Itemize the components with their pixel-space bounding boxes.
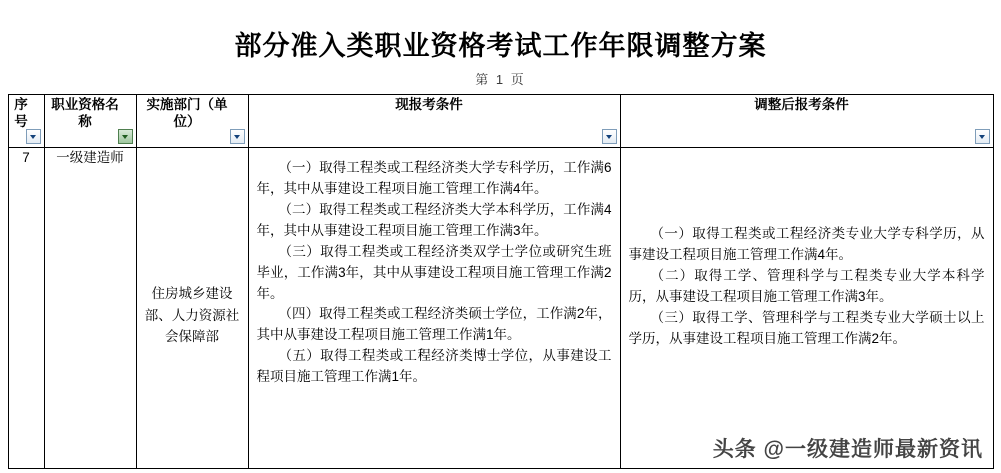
column-header-dept-label: 实施部门（单位）	[146, 97, 228, 129]
current-condition-1: （一）取得工程类或工程经济类大学专科学历，工作满6年，其中从事建设工程项目施工管理工作满4年。	[256, 160, 612, 196]
filter-dropdown-current[interactable]	[602, 129, 617, 144]
chevron-down-icon	[234, 135, 240, 139]
column-header-current-label: 现报考条件	[395, 97, 463, 112]
column-header-adjusted-label: 调整后报考条件	[754, 97, 849, 112]
filter-dropdown-adjusted[interactable]	[975, 129, 990, 144]
page-number: 第 1 页	[475, 72, 526, 87]
chevron-down-icon	[122, 135, 128, 139]
current-condition-3: （三）取得工程类或工程经济类双学士学位或研究生班毕业，工作满3年，其中从事建设工程项目施工管理工作满2年。	[256, 243, 612, 301]
watermark: 头条 @一级建造师最新资讯	[712, 438, 983, 461]
cell-seq: 7	[8, 148, 44, 469]
current-condition-5: （五）取得工程类或工程经济类博士学位，从事建设工程项目施工管理工作满1年。	[256, 348, 612, 385]
cell-current-conditions	[248, 148, 620, 469]
adjusted-condition-3: （三）取得工学、管理科学与工程类专业大学硕士以上学历，从事建设工程项目施工管理工作满2年。	[628, 309, 985, 346]
filter-dropdown-seq[interactable]	[26, 129, 41, 144]
cell-adjusted-conditions	[620, 148, 993, 469]
current-condition-4: （四）取得工程类或工程经济类硕士学位，工作满2年，其中从事建设工程项目施工管理工作满1年。	[256, 306, 612, 343]
chevron-down-icon	[979, 135, 985, 139]
chevron-down-icon	[606, 135, 612, 139]
requirements-table	[8, 94, 994, 469]
adjusted-condition-1: （一）取得工程类或工程经济类专业大学专科学历，从事建设工程项目施工管理工作满4年。	[628, 226, 985, 262]
cell-dept	[136, 148, 248, 469]
column-header-name	[44, 95, 136, 148]
filter-dropdown-dept[interactable]	[230, 129, 245, 144]
table-row	[8, 148, 993, 469]
filter-dropdown-name[interactable]	[118, 129, 133, 144]
adjusted-condition-2: （二）取得工学、管理科学与工程类专业大学本科学历，从事建设工程项目施工管理工作满3年。	[628, 267, 985, 304]
cell-name: 一级建造师	[44, 148, 136, 469]
column-header-dept	[136, 95, 248, 148]
column-header-name-label: 职业资格名称	[51, 97, 119, 129]
column-header-seq-label: 序号	[14, 97, 28, 129]
cell-dept-text: 住房城乡建设部、人力资源社会保障部	[144, 286, 240, 345]
table-header-row	[8, 95, 993, 148]
current-condition-2: （二）取得工程类或工程经济类大学本科学历，工作满4年，其中从事建设工程项目施工管理工作满3年。	[256, 201, 612, 238]
column-header-seq	[8, 95, 44, 148]
column-header-current	[248, 95, 620, 148]
page-title: 部分准入类职业资格考试工作年限调整方案	[234, 31, 767, 61]
chevron-down-icon	[30, 135, 36, 139]
column-header-adjusted	[620, 95, 993, 148]
